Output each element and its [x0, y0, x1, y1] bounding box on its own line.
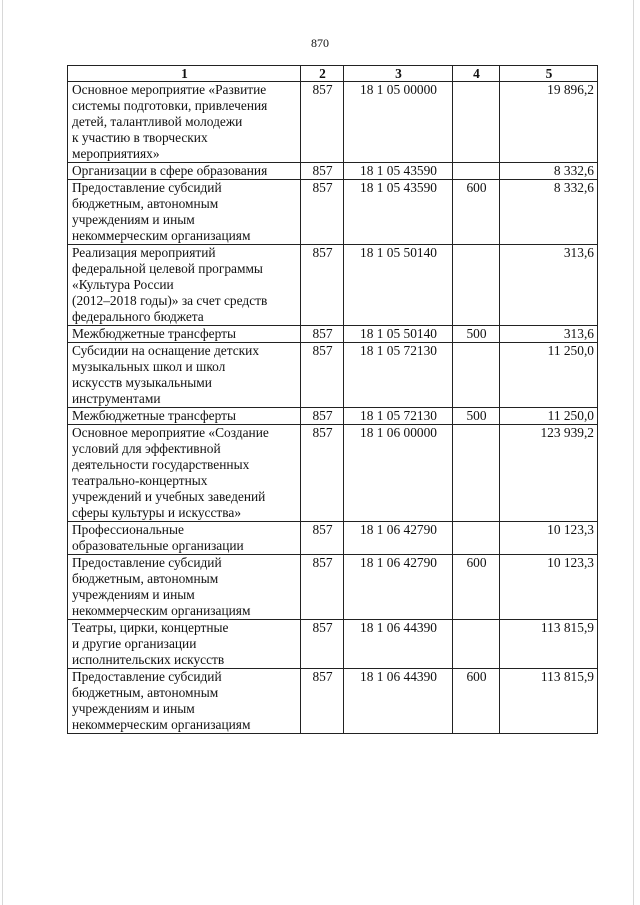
- table-row: [68, 669, 598, 734]
- cell-type: [453, 620, 500, 669]
- page-number: 870: [311, 36, 329, 50]
- cell-code: 18 1 05 00000: [344, 82, 453, 163]
- cell-type: [453, 425, 500, 522]
- cell-name: Реализация мероприятий федеральной целевой программы «Культура России (2012–2018 годы)» за счет средств федерального бюджета: [68, 245, 301, 326]
- cell-amount: 11 250,0: [500, 408, 598, 425]
- cell-type: [453, 522, 500, 555]
- column-header-name: 1: [68, 66, 301, 82]
- table-row: [68, 180, 598, 245]
- cell-ministry: 857: [301, 522, 344, 555]
- cell-code: 18 1 06 42790: [344, 522, 453, 555]
- cell-name: Межбюджетные трансферты: [68, 326, 301, 343]
- table-row: [68, 82, 598, 163]
- cell-amount: 313,6: [500, 326, 598, 343]
- cell-amount: 8 332,6: [500, 180, 598, 245]
- cell-amount: 113 815,9: [500, 669, 598, 734]
- cell-ministry: 857: [301, 620, 344, 669]
- cell-type: 600: [453, 555, 500, 620]
- table-row: [68, 408, 598, 425]
- cell-name: Профессиональные образовательные организации: [68, 522, 301, 555]
- cell-ministry: 857: [301, 343, 344, 408]
- table-row: [68, 522, 598, 555]
- table-row: [68, 343, 598, 408]
- table-row: [68, 163, 598, 180]
- column-header-amount: 5: [500, 66, 598, 82]
- cell-name: Основное мероприятие «Создание условий для эффективной деятельности государственных театрально-концертных учреждений и учебных заведений сферы культуры и искусства»: [68, 425, 301, 522]
- cell-amount: 123 939,2: [500, 425, 598, 522]
- cell-amount: 113 815,9: [500, 620, 598, 669]
- table-row: [68, 620, 598, 669]
- cell-name: Предоставление субсидий бюджетным, автономным учреждениям и иным некоммерческим организациям: [68, 555, 301, 620]
- column-header-ministry: 2: [301, 66, 344, 82]
- cell-code: 18 1 05 43590: [344, 163, 453, 180]
- cell-name: Организации в сфере образования: [68, 163, 301, 180]
- cell-code: 18 1 05 72130: [344, 343, 453, 408]
- cell-type: 500: [453, 326, 500, 343]
- cell-ministry: 857: [301, 669, 344, 734]
- table-row: [68, 555, 598, 620]
- column-header-code: 3: [344, 66, 453, 82]
- scan-edge-left: [2, 0, 3, 905]
- cell-code: 18 1 05 43590: [344, 180, 453, 245]
- cell-code: 18 1 05 72130: [344, 408, 453, 425]
- cell-name: Театры, цирки, концертные и другие организации исполнительских искусств: [68, 620, 301, 669]
- cell-code: 18 1 06 44390: [344, 669, 453, 734]
- cell-type: [453, 163, 500, 180]
- cell-code: 18 1 06 00000: [344, 425, 453, 522]
- cell-type: 600: [453, 669, 500, 734]
- cell-amount: 10 123,3: [500, 522, 598, 555]
- cell-name: Предоставление субсидий бюджетным, автономным учреждениям и иным некоммерческим организациям: [68, 669, 301, 734]
- cell-name: Межбюджетные трансферты: [68, 408, 301, 425]
- cell-type: 500: [453, 408, 500, 425]
- cell-code: 18 1 06 44390: [344, 620, 453, 669]
- cell-amount: 313,6: [500, 245, 598, 326]
- cell-amount: 19 896,2: [500, 82, 598, 163]
- budget-table: [67, 65, 598, 734]
- cell-amount: 10 123,3: [500, 555, 598, 620]
- cell-ministry: 857: [301, 82, 344, 163]
- cell-ministry: 857: [301, 163, 344, 180]
- table-header-row: [68, 66, 598, 82]
- cell-code: 18 1 06 42790: [344, 555, 453, 620]
- cell-ministry: 857: [301, 326, 344, 343]
- cell-type: 600: [453, 180, 500, 245]
- cell-code: 18 1 05 50140: [344, 326, 453, 343]
- cell-type: [453, 245, 500, 326]
- cell-name: Субсидии на оснащение детских музыкальных школ и школ искусств музыкальными инструментами: [68, 343, 301, 408]
- cell-ministry: 857: [301, 425, 344, 522]
- cell-ministry: 857: [301, 245, 344, 326]
- column-header-type: 4: [453, 66, 500, 82]
- cell-ministry: 857: [301, 555, 344, 620]
- cell-name: Предоставление субсидий бюджетным, автономным учреждениям и иным некоммерческим организациям: [68, 180, 301, 245]
- scan-edge-right: [633, 0, 634, 905]
- cell-ministry: 857: [301, 180, 344, 245]
- cell-ministry: 857: [301, 408, 344, 425]
- cell-type: [453, 82, 500, 163]
- table-body: [68, 82, 598, 734]
- table-row: [68, 326, 598, 343]
- cell-code: 18 1 05 50140: [344, 245, 453, 326]
- cell-type: [453, 343, 500, 408]
- cell-name: Основное мероприятие «Развитие системы подготовки, привлечения детей, талантливой молодежи к участию в творческих мероприятиях»: [68, 82, 301, 163]
- table-row: [68, 425, 598, 522]
- cell-amount: 8 332,6: [500, 163, 598, 180]
- table-row: [68, 245, 598, 326]
- cell-amount: 11 250,0: [500, 343, 598, 408]
